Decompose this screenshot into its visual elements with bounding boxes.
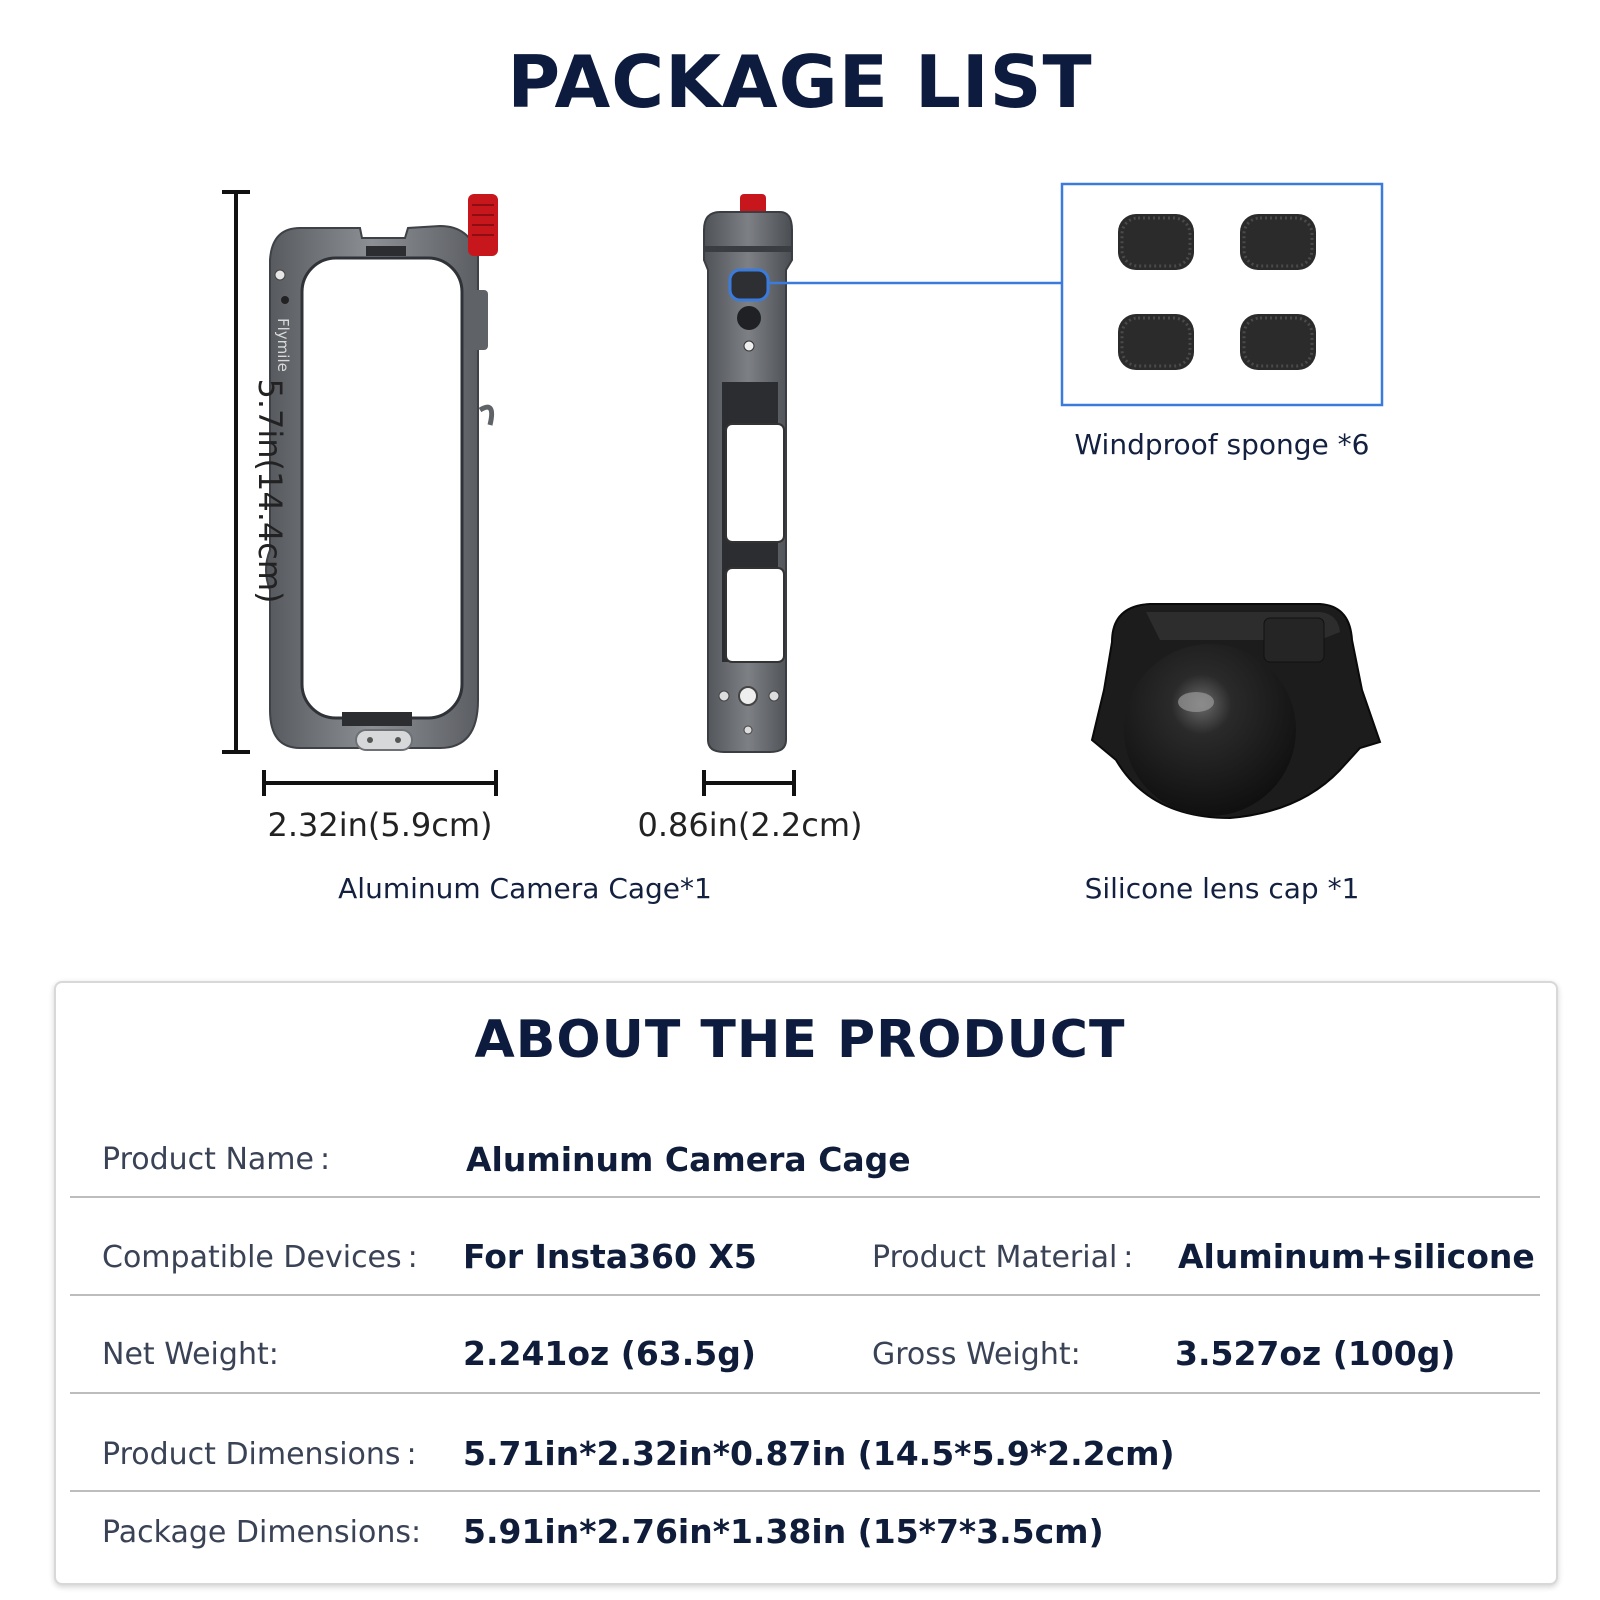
cage-front-view [266, 194, 498, 750]
depth-dimension-line [704, 770, 794, 796]
width-dimension-label: 2.32in(5.9cm) [267, 806, 493, 844]
row-divider [70, 1294, 1540, 1296]
net-weight-value: 2.241oz (63.5g) [463, 1334, 756, 1373]
height-dimension-line [222, 192, 250, 752]
material-value: Aluminum+silicone [1178, 1237, 1535, 1276]
about-title: ABOUT THE PRODUCT [474, 1010, 1126, 1070]
gross-weight-value: 3.527oz (100g) [1175, 1334, 1456, 1373]
sponge-caption: Windproof sponge *6 [1074, 428, 1370, 461]
product-dims-value: 5.71in*2.32in*0.87in (14.5*5.9*2.2cm) [463, 1434, 1175, 1473]
width-dimension-line [264, 770, 496, 796]
package-dims-label: Package Dimensions: [102, 1515, 422, 1550]
row-divider [70, 1490, 1540, 1492]
lenscap-caption: Silicone lens cap *1 [1084, 872, 1360, 905]
sponge-item [1118, 314, 1194, 370]
brand-engraving: Flymile [274, 318, 292, 372]
depth-dimension-label: 0.86in(2.2cm) [637, 806, 863, 844]
row-divider [70, 1392, 1540, 1394]
about-panel [54, 981, 1558, 1585]
net-weight-label: Net Weight: [102, 1337, 279, 1372]
compatible-label: Compatible Devices : [102, 1240, 418, 1275]
cage-side-view [704, 194, 792, 752]
product-dims-label: Product Dimensions : [102, 1437, 417, 1472]
cage-caption: Aluminum Camera Cage*1 [338, 872, 712, 905]
sponge-box [1062, 184, 1382, 405]
material-label: Product Material : [872, 1240, 1134, 1275]
sponge-item [1240, 314, 1316, 370]
sponge-item [1240, 214, 1316, 270]
lens-cap-image [1092, 604, 1380, 818]
package-list-title: PACKAGE LIST [507, 40, 1093, 124]
product-name-label: Product Name : [102, 1142, 331, 1177]
package-dims-value: 5.91in*2.76in*1.38in (15*7*3.5cm) [463, 1512, 1104, 1551]
row-divider [70, 1196, 1540, 1198]
gross-weight-label: Gross Weight: [872, 1337, 1081, 1372]
sponge-item [1118, 214, 1194, 270]
compatible-value: For Insta360 X5 [463, 1237, 757, 1276]
product-name-value: Aluminum Camera Cage [466, 1140, 911, 1179]
height-dimension-label: 5.7in(14.4cm) [251, 378, 289, 604]
